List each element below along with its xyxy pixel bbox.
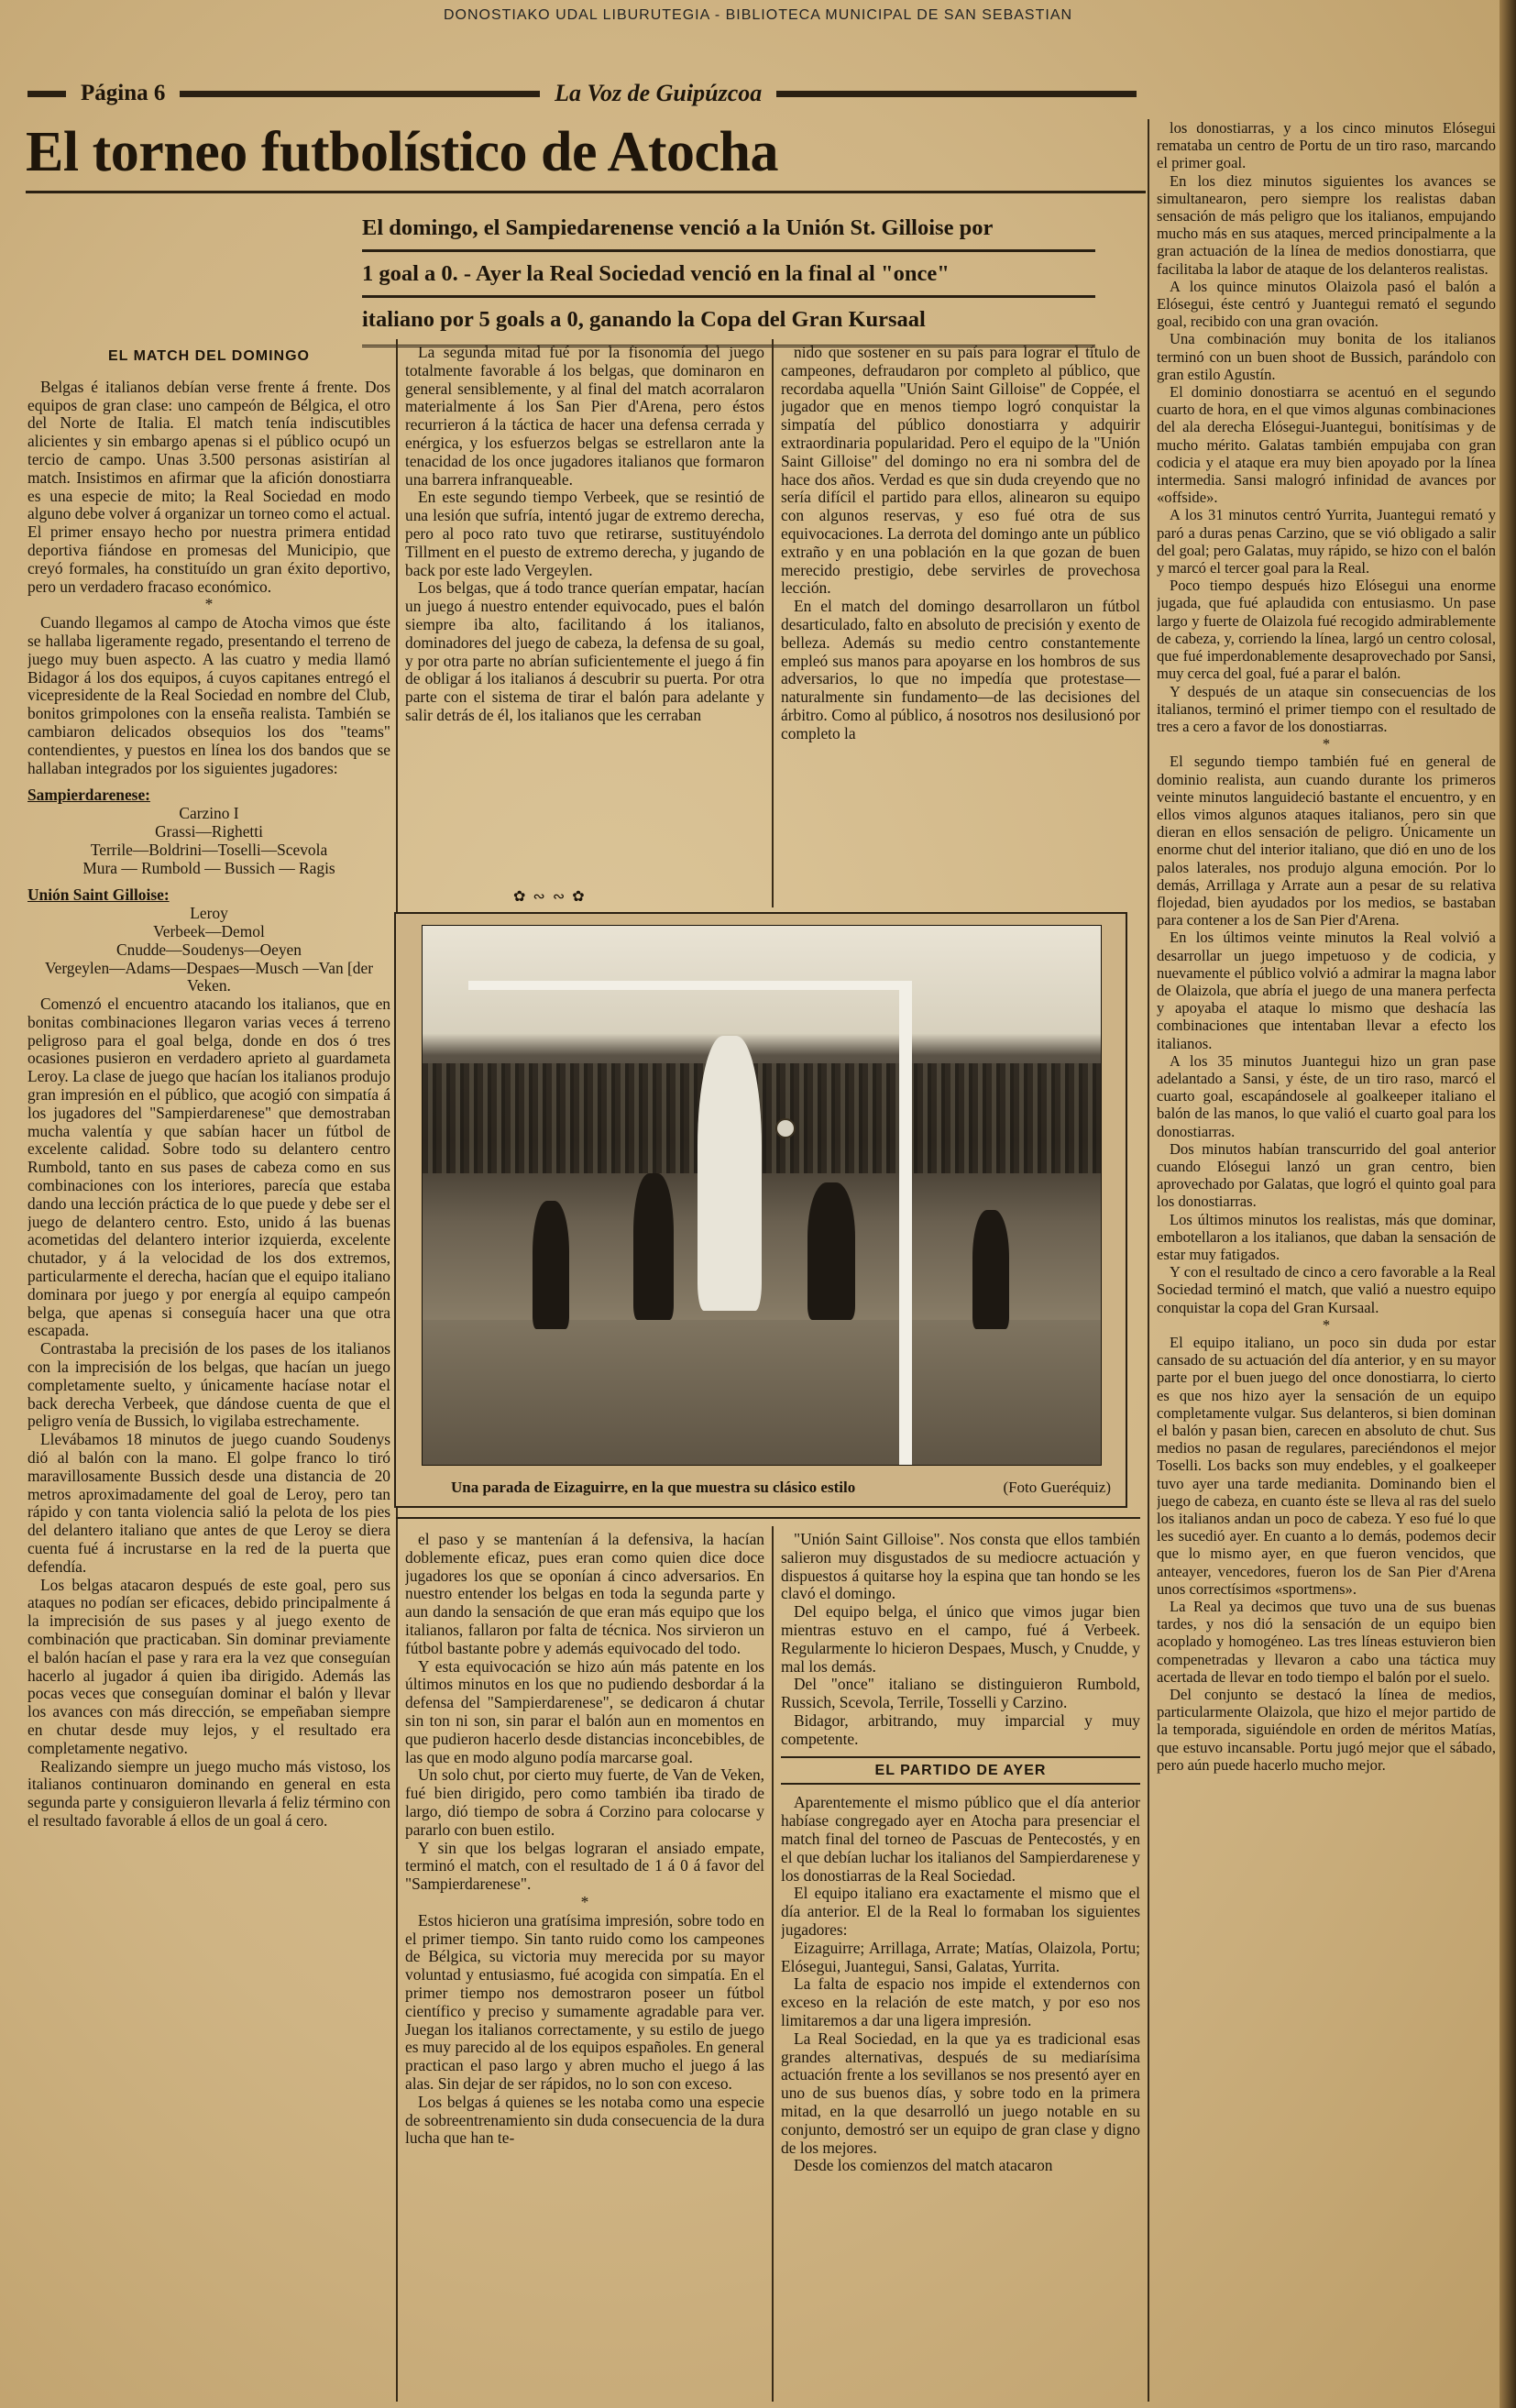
headline: El torneo futbolístico de Atocha [26, 121, 778, 183]
paragraph: Los últimos minutos los realistas, más que dominar, embotellaron a los italianos, que daban la sensación de estar muy fatigados. [1157, 1210, 1496, 1263]
paragraph: Los belgas atacaron después de este goal, pero sus ataques no podían ser eficaces, debido principalmente á la imprecisión de sus pases y al juego exento de combinación que practicaban. Sin dominar previamente el balón hacían el pase y rara era la vez que conseguían hacerlo al jugador á quien iba dirigido. Además las pocas veces que conseguían dominar el balón y llevar los avances con más dirección, se empeñaban siempre en chutar desde muy lejos, y el resultado era completamente negativo. [27, 1575, 390, 1757]
column-3-bottom [781, 1531, 1140, 2397]
paragraph: Contrastaba la precisión de los pases de los italianos con la imprecisión de los belgas, que hacían un juego completamente suelto, y únicamente hacíase notar el back derecha Verbeek, que dándose cuenta de que el peligro venía de Bussich, lo vigilaba estrechamente. [27, 1339, 390, 1431]
paragraph: Llevábamos 18 minutos de juego cuando Soudenys dió al balón con la mano. El golpe franco lo tiró maravillosamente Bussich desde una distancia de 20 metros aproximadamente del goal de Leroy, pero tan rápido y con tanta violencia salió la pelota de los pies del delantero italiano que antes de que Leroy se diera cuenta fué á incrustarse en la red de la puerta que defendía. [27, 1430, 390, 1576]
paragraph: Eizaguirre; Arrillaga, Arrate; Matías, Olaizola, Portu; Elósegui, Juantegui, Sansi, Galatas, Yurrita. [781, 1938, 1140, 1975]
paragraph: Del equipo belga, el único que vimos jugar bien mientras estuvo en el campo, fué á Verbeek. Regularmente lo hicieron Despaes, Musch, y Cnudde, y mal los demás. [781, 1602, 1140, 1676]
subhead-partido-ayer: EL PARTIDO DE AYER [781, 1756, 1140, 1786]
photo-goalkeeper [698, 1036, 762, 1311]
lineup-line: Terrile—Boldrini—Toselli—Scevola [90, 840, 328, 859]
column-4 [1157, 119, 1496, 2397]
paragraph: En los últimos veinte minutos la Real volvió a desarrollar un juego impetuoso y de codicia, y nuevamente el público volvió a admirar la magna labor de Olaizola, que abría el juego de una manera perfecta y apoyaba el ataque lo mismo que deshacía las combinaciones que intentaban llevar a efecto los italianos. [1157, 929, 1496, 1052]
column-2-top [405, 344, 764, 905]
paragraph: El equipo italiano era exactamente el mismo que el día anterior. El de la Real lo formaban los siguientes jugadores: [781, 1884, 1140, 1939]
paragraph: A los 35 minutos Juantegui hizo un gran pase adelantado a Sansi, y éste, de un tiro raso, marcó el cuarto goal, escapándosele al goalkeeper italiano el balón de las manos, lo que valió el cuarto goal para los donostiarras. [1157, 1051, 1496, 1140]
deck-line: 1 goal a 0. - Ayer la Real Sociedad venció en la final al "once" [362, 252, 1095, 298]
paragraph: Una combinación muy bonita de los italianos terminó con un buen shoot de Bussich, parándolo con gran estilo Agustín. [1157, 330, 1496, 383]
paragraph: El segundo tiempo también fué en general de dominio realista, aun cuando durante los primeros veinte minutos languideció bastante el encuentro, y en ellos vimos algunos ataques italianos, pero sin que dieran en ellos sensación de peligro. Únicamente un enorme chut del interior italiano, que dió en uno de los palos laterales, nos produjo alguna emoción. Por lo demás, Arrillaga y Arrate aun a pesar de su relativa flojedad, bien ayudados por los medios, se bastaban para contener a los de San Pier d'Arena. [1157, 753, 1496, 929]
column-rule [772, 1526, 774, 2402]
lineup-line: Leroy [190, 904, 228, 923]
paragraph: "Unión Saint Gilloise". Nos consta que ellos también salieron muy disgustados de su mediocre actuación y dispuestos á quitarse hoy la espina que tan hondo se les clavó el domingo. [781, 1531, 1140, 1603]
lineup-line: Verbeek—Demol [153, 921, 265, 940]
photo-credit: (Foto Gueréquiz) [1003, 1479, 1111, 1496]
paragraph: El dominio donostiarra se acentuó en el segundo cuarto de hora, en el que vimos algunas combinaciones del ala derecha Elósegui-Juantegui, bonitísimas y de mucho mérito. Galatas también empujaba con gran codicia y el ataque era muy bien apoyado por la línea intermedia. Sansi malogró infinidad de avances por «offside». [1157, 383, 1496, 507]
team-name: Unión Saint Gilloise: [27, 885, 170, 905]
paragraph: Los belgas á quienes se les notaba como una especie de sobreentrenamiento sin duda consecuencia de la dura lucha que han te- [405, 2092, 764, 2148]
paragraph: el paso y se mantenían á la defensiva, la hacían doblemente eficaz, pues eran como quien dice doce jugadores los que se oponían á cinco adversarios. En nuestro entender los belgas en toda la segunda parte y aun dando la sensación de que eran más equipo que los italianos, fallaron por falta de técnica. Nos sirvieron un fútbol bastante pobre y además equivocado del todo. [405, 1531, 764, 1657]
photo-frame [394, 912, 1127, 1508]
paragraph: Y después de un ataque sin consecuencias de los italianos, terminó el primer tiempo con el resultado de tres a cero a favor de los donostiarras. [1157, 682, 1496, 735]
photo-player [533, 1201, 569, 1329]
column-3-top [781, 344, 1140, 905]
photo-player [807, 1182, 855, 1320]
paragraph: Dos minutos habían transcurrido del goal anterior cuando Elósegui lanzó un gran centro, bien aprovechado por Galatas, que logró el quinto goal para los donostiarras. [1157, 1139, 1496, 1211]
photo-player [972, 1210, 1009, 1329]
deck [362, 206, 1095, 347]
separator-star: * [1322, 735, 1331, 753]
paragraph: En el match del domingo desarrollaron un fútbol desarticulado, falto en absoluto de precisión y exento de belleza. Además su medio centro constantemente empleó sus manos para apoyarse en los hombros de sus adversarios, lo que no impedía que protestase—naturalmente sin fundamento—de las decisiones del árbitro. Como al público, á nosotros nos desilusionó por completo la [781, 597, 1140, 742]
column-rule [772, 339, 774, 907]
separator-star: * [1322, 1315, 1331, 1334]
column-2-bottom [405, 1531, 764, 2397]
headline-rule [26, 191, 1146, 193]
paragraph: Un solo chut, por cierto muy fuerte, de Van de Veken, fué bien dirigido, pero como también iba tirado de largo, dió tiempo de sobra á Corzino para colocarse y pararlo con buen estilo. [405, 1765, 764, 1839]
paragraph: El equipo italiano, un poco sin duda por estar cansado de su actuación del día anterior, y en su mayor parte por el buen juego del once donostiarra, lo cierto es que nos hizo ayer la sensación de un equipo completamente vulgar. Sus delanteros, si bien dominan el balón y pasan bien, carecen en absoluto de chut. Sus medios no pasan de regulares, pareciéndonos el mejor Toselli. Los backs son muy endebles, y el goalkeeper tuvo ayer una tarde medianita. Dominando bien el juego de cabeza, en cuanto éste se lleva al ras del suelo los italianos andan un poco de cabeza. Y eso fué lo que les sucedió ayer. En cuanto a lo demás, podemos decir que lo mismo ayer, en que fueron vencidos, que anteayer, vencedores, fueron los de San Pier d'Arena unos correctísimos «sportmens». [1157, 1334, 1496, 1598]
separator-star: * [580, 1892, 589, 1911]
masthead-rule-left [27, 91, 66, 97]
masthead-rule-right [776, 91, 1137, 97]
column-1 [27, 344, 390, 2397]
paragraph: Y esta equivocación se hizo aún más patente en los últimos minutos en los que no pudiendo desbordar á la defensa del "Sampierdarenese", se dedicaron á chutar sin ton ni son, sin parar el balón aun en momentos en que pudieron hacerlo desde distancias inconcebibles, de las que en modo alguno podía marcarse goal. [405, 1656, 764, 1766]
paragraph: Comenzó el encuentro atacando los italianos, que en bonitas combinaciones llegaron varias veces á terreno peligroso para el goal belga, donde en dos ó tres ocasiones pusieron en verdadero aprieto al guardameta Leroy. La clase de juego que hacían los italianos produjo gran impresión en el público, que acogió con simpatía á los jugadores del "Sampierdarenese" que demostraban mucha valentía y que sabían hacer un fútbol de excelente calidad. Sobre todo su delantero centro Rumbold, tanto en sus pases de cabeza como en sus combinaciones con los interiores, parecía que estaba dando una lección práctica de lo que puede y debe ser el juego de delantero centro. Esto, unido á las buenas acometidas del delantero interior izquierda, excelente chutador, y á la velocidad de los dos extremos, particularmente el derecha, hacían que el equipo italiano dominara por juego y por energía al equipo campeón belga, que apenas si conseguía hacer una que otra escapada. [27, 995, 390, 1340]
paragraph: Belgas é italianos debían verse frente á frente. Dos equipos de gran clase: uno campeón de Bélgica, el otro del Norte de Italia. El match tenía indiscutibles alicientes y sin embargo apenas si el público ocupó un tercio de campo. Unas 3.500 personas asistirían al match. Insistimos en afirmar que la afición donostiarra es una especie de mito; la Real Sociedad en modo alguno debe volver á organizar un torneo como el actual. El primer ensayo hecho por nuestra primera entidad deportiva fiándose en promesas del Municipio, que creyó formales, ha constituído un gran éxito deportivo, pero un verdadero fracaso económico. [27, 377, 390, 596]
column-rule [1148, 119, 1149, 2402]
separator-star: * [204, 595, 214, 614]
ornament-rule: ✿ ∾ ∾ ✿ [513, 889, 587, 905]
paragraph: Y con el resultado de cinco a cero favorable a la Real Sociedad terminó el match, que valió a nuestro equipo conquistar la copa del Gran Kursaal. [1157, 1263, 1496, 1316]
paragraph: Del "once" italiano se distinguieron Rumbold, Russich, Scevola, Terrile, Tosselli y Carzino. [781, 1675, 1140, 1712]
paragraph: Del conjunto se destacó la línea de medios, particularmente Olaizola, que hizo el mejor partido de la temporada, siguiéndole en orden de méritos Matías, que estuvo incansable. Portu jugó mejor que el sábado, pero aún puede hacerlo mucho mejor. [1157, 1686, 1496, 1774]
paragraph: Los belgas, que á todo trance querían empatar, hacían un juego á nuestro entender equivocado, pues el balón siempre iba alto, facilitando á los italianos, dominadores del juego de cabeza, la defensa de su goal, y por otra parte no abrían suficientemente el juego á fin de obligar á los italianos á descubrir su puerta. Por otra parte con el sistema de tirar el balón para adelante y salir detrás de él, los italianos que les cerraban [405, 578, 764, 724]
paragraph: La segunda mitad fué por la fisonomía del juego totalmente favorable á los belgas, que dominaron en general sensiblemente, y al final del match acorralaron materialmente á los San Pier d'Arena, pero éstos recurrieron á la táctica de hacer una defensa cerrada y enérgica, y los esfuerzos belgas se estrellaron ante la tenacidad de los once jugadores italianos que formaron una barrera infranqueable. [405, 344, 764, 489]
paragraph: Cuando llegamos al campo de Atocha vimos que éste se hallaba ligeramente regado, presentando el terreno de juego muy buen aspecto. A las cuatro y media llamó Bidagor á los dos equipos, á cuyos capitanes entregó el vicepresidente de la Real Sociedad en nombre del Club, bonitos grimpolones con la enseña realista. También se cambiaron delicados obsequios los dos "teams" contendientes, y puestos en línea los dos bandos que se hallaban integrados por los siguientes jugadores: [27, 613, 390, 777]
paragraph: nido que sostener en su país para lograr el título de campeones, defraudaron por completo al público, que recordaba aquella "Unión Saint Gilloise" de Coppée, el jugador que en menos tiempo logró conquistar la simpatía del público donostiarra y adquirir extraordinaria popularidad. Pero el equipo de la "Unión Saint Gilloise" del domingo no era ni sombra del de hace dos años. Verdad es que sin duda creyendo que no sería difícil el partido para ellos, alinearon su equipo con algunos reservas, y eso fué otra de sus equivocaciones. La derrota del domingo ante un público extraño y en una población en la que gozan de buen merecido prestigio, debe servirles de provechosa lección. [781, 344, 1140, 598]
lineup-line: Cnudde—Soudenys—Oeyen [116, 940, 302, 959]
lineup-line: Carzino I [179, 804, 239, 823]
photo-caption: Una parada de Eizaguirre, en la que muestra su clásico estilo [451, 1479, 856, 1496]
paragraph: los donostiarras, y a los cinco minutos Elósegui remataba un centro de Portu de un tiro raso, marcando el primer goal. [1157, 119, 1496, 172]
newspaper-name: La Voz de Guipúzcoa [555, 80, 763, 106]
photo-stands [423, 1063, 1102, 1173]
paragraph: A los 31 minutos centró Yurrita, Juantegui remató y paró a duras penas Carzino, que se vió obligado a salir del goal; pero Galatas, muy rápido, se hizo con el balón y marcó el tercer goal para la Real. [1157, 506, 1496, 577]
paragraph: Bidagor, arbitrando, muy imparcial y muy competente. [781, 1710, 1140, 1748]
archive-header: DONOSTIAKO UDAL LIBURUTEGIA - BIBLIOTECA MUNICIPAL DE SAN SEBASTIAN [443, 7, 1073, 23]
paragraph: En los diez minutos siguientes los avances se simultanearon, pero siempre los realistas daban sensación de más peligro que los italianos, empujando mucho más en sus ataques, merced principalmente a la gran actuación de la línea de medios donostiarra, que facilitaba la labor de ataque de los delanteros realistas. [1157, 171, 1496, 278]
deck-line: El domingo, el Sampiedarenense venció a la Unión St. Gilloise por [362, 206, 1095, 252]
paragraph: La Real Sociedad, en la que ya es tradicional esas grandes alternativas, después de su mediarísima actuación frente a los sevillanos se nos presentó ayer en uno de sus buenos días, y sobre todo en la primera mitad, en la que desarrolló un juego notable en su conjunto, demostró ser un equipo de gran clase y digno de los mejores. [781, 2029, 1140, 2157]
paragraph: En este segundo tiempo Verbeek, que se resintió de una lesión que sufría, intentó jugar de extremo derecha, pero al poco rato tuvo que retirarse, sustituyéndolo Tillment en el puesto de extremo derecha, y jugando de back por este lado Vergeylen. [405, 488, 764, 579]
paragraph: Desde los comienzos del match atacaron [794, 2156, 1053, 2175]
football-photo [422, 925, 1102, 1466]
paragraph: Estos hicieron una gratísima impresión, sobre todo en el primer tiempo. Sin tanto ruido como los campeones de Bélgica, su victoria muy merecida por su mayor voluntad y entusiasmo, fué acogida con simpatía. En el primer tiempo nos demostraron poseer un fútbol científico y preciso y sumamente agradable para ver. Juegan los italianos correctamente, y su estilo de juego es muy parecido al de los equipos españoles. En general practican el paso largo y abren mucho el juego á las alas. Sin dejar de ser rápidos, no lo son con exceso. [405, 1910, 764, 2093]
photo-bottom-rule [396, 1517, 1140, 1519]
paragraph: Realizando siempre un juego mucho más vistoso, los italianos continuaron dominando en general en esta segunda parte y consiguieron llevarla á feliz término con el resultado favorable á ellos de un goal á cero. [27, 1756, 390, 1830]
photo-player [633, 1173, 674, 1320]
photo-crossbar [468, 981, 912, 990]
subhead-match-domingo: EL MATCH DEL DOMINGO [108, 348, 310, 364]
photo-caption-row [451, 1479, 1111, 1497]
page-binding-edge [1500, 0, 1516, 2408]
lineup-line: Grassi—Righetti [155, 821, 263, 841]
lineup-line: Vergeylen—Adams—Despaes—Musch —Van [der Veken. [44, 958, 374, 995]
team-name: Sampierdarenese: [27, 786, 150, 805]
masthead-rule-mid [180, 91, 540, 97]
paragraph: Poco tiempo después hizo Elósegui una enorme jugada, que fué aplaudida con entusiasmo. Un pase largo y fuerte de Olaizola fué recogido admirablemente de cabeza, y, corriendo la línea, largó un centro colosal, que fué imperdonablemente desaprovechado por Sansi, muy cerca del goal, fué a parar el balón. [1157, 577, 1496, 683]
paragraph: La Real ya decimos que tuvo una de sus buenas tardes, y nos dió la sensación de un equipo bien acoplado y homogéneo. Las tres líneas estuvieron bien compenetradas y llevaron a cabo una táctica muy acertada de llevar en todo tiempo el balón por el suelo. [1157, 1598, 1496, 1686]
deck-line: italiano por 5 goals a 0, ganando la Copa del Gran Kursaal [362, 298, 1095, 347]
photo-ground [423, 1320, 1102, 1466]
lineup-line: Mura — Rumbold — Bussich — Ragis [82, 858, 335, 877]
paragraph: A los quince minutos Olaizola pasó el balón a Elósegui, éste centró y Juantegui remató el segundo goal, recibido con una gran ovación. [1157, 277, 1496, 331]
paragraph: Aparentemente el mismo público que el día anterior habíase congregado ayer en Atocha para presenciar el match final del torneo de Pascuas de Pentecostés, y en el que debían luchar los italianos del Sampierdarenese y los donostiarras de la Real Sociedad. [781, 1793, 1140, 1885]
page-number: Página 6 [81, 81, 166, 105]
masthead [27, 77, 1137, 110]
paragraph: Y sin que los belgas lograran el ansiado empate, terminó el match, con el resultado de 1 á 0 á favor del "Sampierdarenese". [405, 1838, 764, 1894]
photo-ball [775, 1118, 796, 1138]
paragraph: La falta de espacio nos impide el extendernos con exceso en la relación de este match, y por eso nos limitaremos a dar una ligera impresión. [781, 1974, 1140, 2029]
photo-goalpost [899, 981, 912, 1466]
